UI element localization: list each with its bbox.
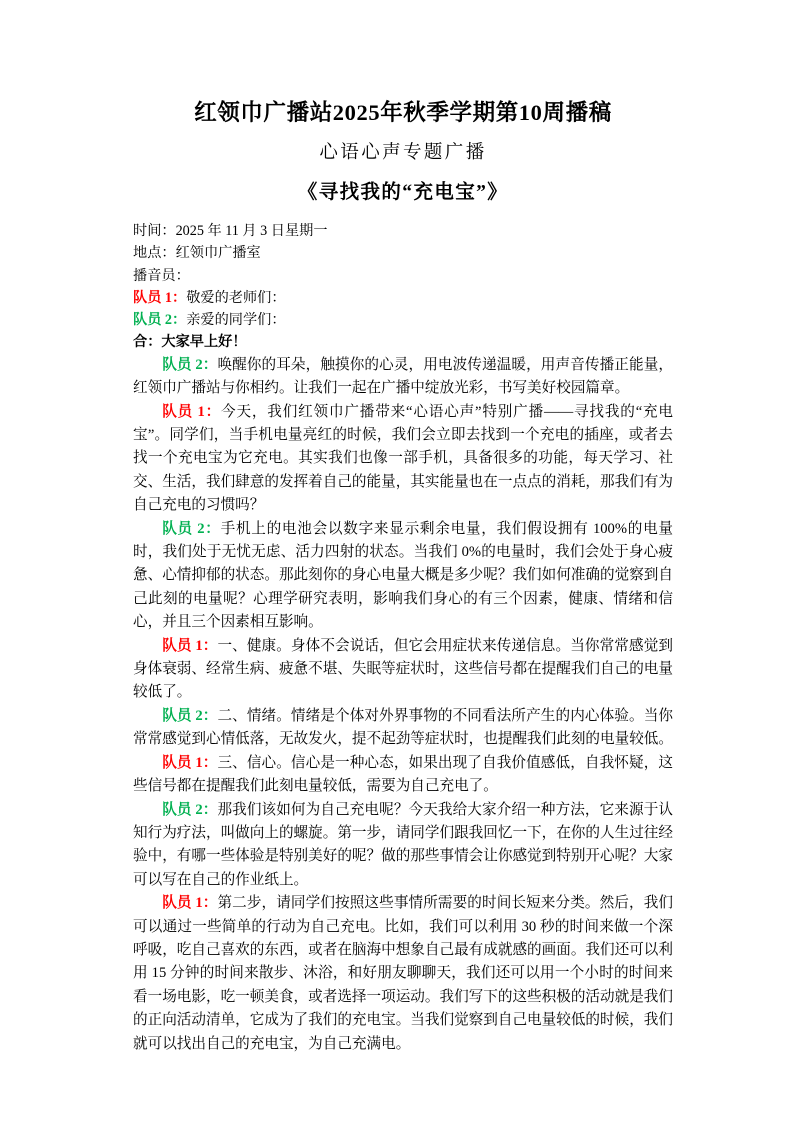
speaker-label-b: 队员 2： xyxy=(133,312,187,329)
paragraph xyxy=(133,518,673,635)
paragraph-text: 唤醒你的耳朵，触摸你的心灵，用电波传递温暖，用声音传播正能量，红领巾广播站与你相约。让我们一起在广播中绽放光彩，书写美好校园篇章。 xyxy=(133,356,673,397)
page-subtitle: 心语心声专题广播 xyxy=(319,143,487,163)
speaker-label-a: 队员 1： xyxy=(162,754,218,771)
speaker-label-b: 队员 2： xyxy=(162,356,218,373)
body-block xyxy=(133,354,673,1056)
opening-line-speaker-b xyxy=(133,309,673,331)
paragraph-text: 二、情绪。情绪是个体对外界事物的不同看法所产生的内心体验。当你常常感觉到心情低落，无故发火，提不起劲等症状时，也提醒我们此刻的电量较低。 xyxy=(133,707,673,748)
paragraph xyxy=(133,401,673,518)
opening-text-a: 敬爱的老师们： xyxy=(186,289,286,306)
speaker-label-a: 队员 1： xyxy=(133,289,187,306)
paragraph-text: 手机上的电池会以数字来显示剩余电量，我们假设拥有 100%的电量时，我们处于无忧无虑、活力四射的状态。当我们 0%的电量时，我们会处于身心疲惫、心情抑郁的状态。那此刻你的身心电量大概是多少呢？我们如何准确的觉察到自己此刻的电量呢？心理学研究表明，影响我们身心的有三个因素，健康、情绪和信心，并且三个因素相互影响。 xyxy=(133,520,673,631)
speaker-label-a: 队员 1： xyxy=(162,637,218,654)
meta-block xyxy=(133,220,673,354)
paragraph xyxy=(133,705,673,752)
opening-text-b: 亲爱的同学们： xyxy=(186,312,286,329)
speaker-label-a: 队员 1： xyxy=(162,895,218,912)
opening-line-both xyxy=(133,331,673,353)
paragraph xyxy=(133,635,673,705)
paragraph xyxy=(133,354,673,401)
paragraph xyxy=(133,799,673,893)
program-title: 《寻找我的“充电宝”》 xyxy=(297,182,509,203)
page-title: 红领巾广播站2025年秋季学期第10周播稿 xyxy=(194,100,612,125)
meta-line-location: 地点：红领巾广播室 xyxy=(133,245,261,262)
paragraph xyxy=(133,892,673,1056)
paragraph-text: 今天，我们红领巾广播带来“心语心声”特别广播——寻找我的“充电宝”。同学们，当手机电量亮红的时候，我们会立即去找到一个充电的插座，或者去找一个充电宝为它充电。其实我们也像一部手机，具备很多的功能，每天学习、社交、生活，我们肆意的发挥着自己的能量，其实能量也在一点点的消耗，那我们有为自己充电的习惯吗？ xyxy=(133,403,674,514)
paragraph-text: 三、信心。信心是一种心态，如果出现了自我价值感低，自我怀疑，这些信号都在提醒我们此刻电量较低，需要为自己充电了。 xyxy=(133,754,673,795)
paragraph-text: 一、健康。身体不会说话，但它会用症状来传递信息。当你常常感觉到身体衰弱、经常生病、疲惫不堪、失眠等症状时，这些信号都在提醒我们自己的电量较低了。 xyxy=(133,637,673,701)
paragraph-text: 第二步，请同学们按照这些事情所需要的时间长短来分类。然后，我们可以通过一些简单的行动为自己充电。比如，我们可以利用 30 秒的时间来做一个深呼吸，吃自己喜欢的东西，或者在脑海中想象自己最有成就感的画面。我们还可以利用 15 分钟的时间来散步、沐浴，和好朋友聊聊天，我们还可以用一个小时的时间来看一场电影，吃一顿美食，或者选择一项运动。我们写下的这些积极的活动就是我们的正向活动清单，它成为了我们的充电宝。当我们觉察到自己电量较低的时候，我们就可以找出自己的充电宝，为自己充满电。 xyxy=(133,895,673,1052)
paragraph xyxy=(133,752,673,799)
speaker-label-b: 队员 2： xyxy=(162,801,218,818)
opening-line-speaker-a xyxy=(133,287,673,309)
speaker-label-b: 队员 2： xyxy=(162,520,221,537)
meta-line-announcers: 播音员： xyxy=(133,267,190,284)
meta-line-time: 时间：2025 年 11 月 3 日星期一 xyxy=(133,223,328,239)
opening-text-both: 大家早上好！ xyxy=(161,334,247,351)
speaker-label-both: 合： xyxy=(133,334,162,351)
document-content xyxy=(133,0,673,1056)
speaker-label-b: 队员 2： xyxy=(162,707,218,724)
paragraph-text: 那我们该如何为自己充电呢？今天我给大家介绍一种方法，它来源于认知行为疗法，叫做向上的螺旋。第一步，请同学们跟我回忆一下，在你的人生过往经验中，有哪一些体验是特别美好的呢？做的那些事情会让你感觉到特别开心呢？大家可以写在自己的作业纸上。 xyxy=(133,801,673,888)
speaker-label-a: 队员 1： xyxy=(162,403,222,420)
